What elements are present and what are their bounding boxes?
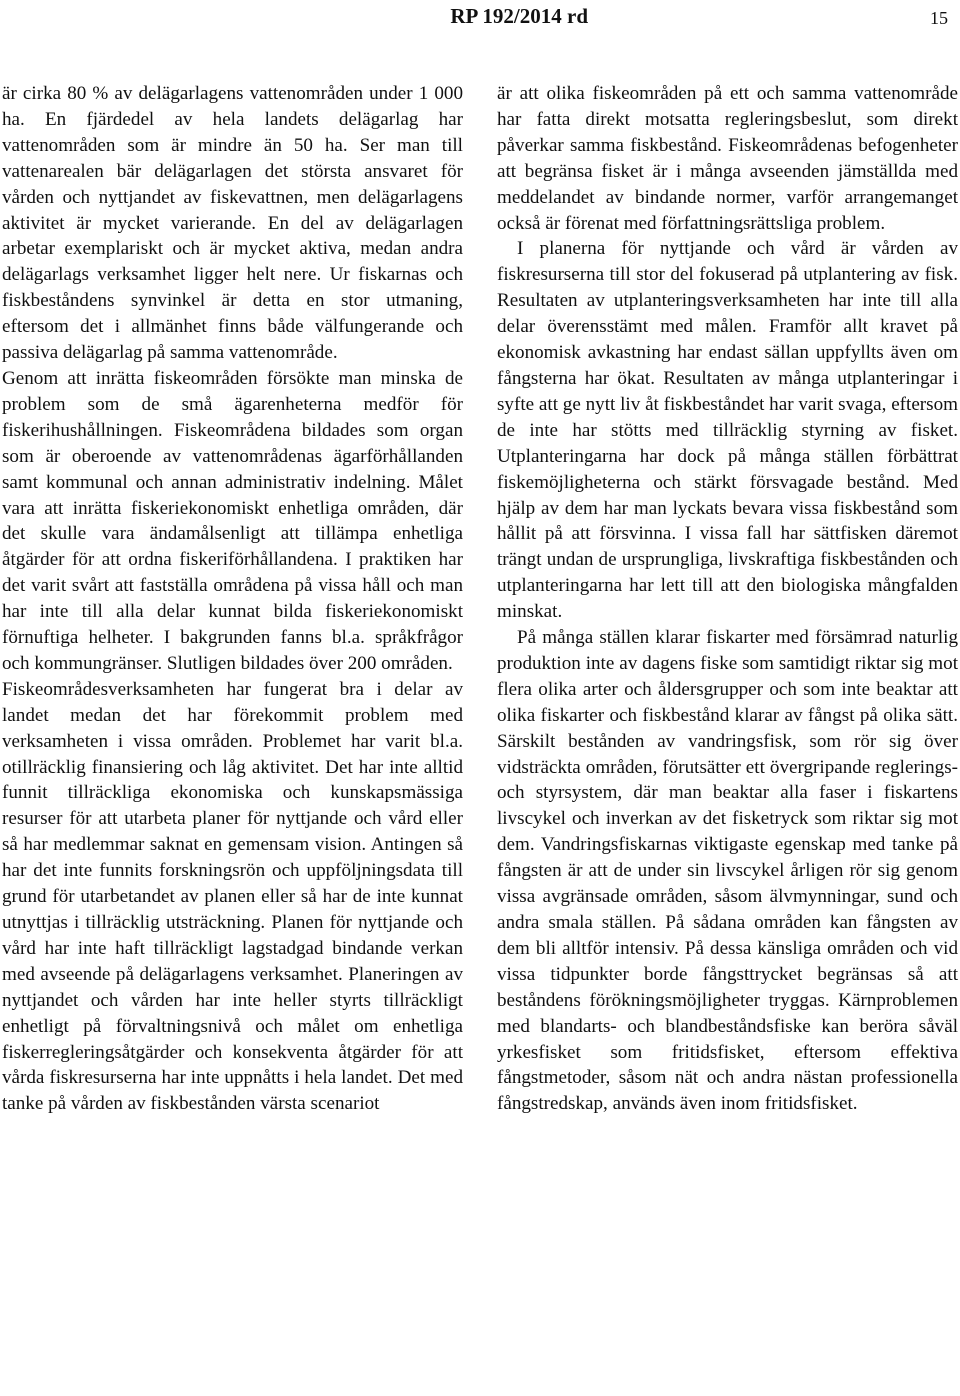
document-reference: RP 192/2014 rd — [450, 4, 588, 28]
page-header — [0, 4, 960, 34]
paragraph: Fiskeområdesverksamheten har fungerat bra i delar av landet medan det har förekommit problem med verksamheten i vissa områden. Problemet har varit bl.a. otillräcklig finansiering och låg aktivitet. Det har inte alltid funnit tillräckliga ekonomiska och kunskapsmässiga resurser för att utarbeta planer för nyttjande och vård eller så har medlemmar saknat en gemensam vision. Antingen så har det inte funnits forskningsrön och uppföljningsdata till grund för utarbetandet av planen eller så har de inte kunnat utnyttjas i tillräcklig utsträckning. Planen för nyttjande och vård har inte haft tillräckligt lagstadgad bindande verkan med avseende på delägarlagens verksamhet. Planeringen av nyttjandet och vården har inte heller styrts tillräckligt enhetligt på förvaltningsnivå och målet om enhetliga fiskerregleringsåtgärder och konsekventa åtgärder för att vårda fiskresurserna har inte uppnåtts i hela landet. Det med tanke på vården av fiskbestånden värsta scenariot — [2, 678, 463, 1115]
paragraph: är cirka 80 % av delägarlagens vattenområden under 1 000 ha. En fjärdedel av hela landets delägarlag har vattenområden som är mindre än 50 ha. Ser man till vattenarealen bär delägarlagen det största ansvaret för vården och nyttjandet av fiskevattnen, men delägarlagens aktivitet är mycket varierande. En del av delägarlagen arbetar exemplariskt och är mycket aktiva, medan andra delägarlags verksamhet ligger helt nere. Ur fiskarnas och fiskbeståndens synvinkel är detta en stor utmaning, eftersom det i allmänhet finns både välfungerande och passiva delägarlag på samma vattenområde. — [2, 83, 463, 364]
paragraph: På många ställen klarar fiskarter med försämrad naturlig produktion inte av dagens fiske som samtidigt riktar sig mot flera olika arter och åldersgrupper och som inte beaktar att olika fiskarter och fiskbestånd klarar av fångst på olika sätt. Särskilt bestånden av vandringsfisk, som rör sig över vidsträckta områden, förutsätter ett övergripande reglerings- och styrsystem, där man beaktar alla faser i fiskartens livscykel och inverkan av det fisketryck som riktar sig mot dem. Vandringsfiskarnas viktigaste egenskap med tanke på fångsten är att de under sin livscykel årligen rör sig genom vissa avgränsade områden, såsom älvmynningar, sund och andra smala ställen. På sådana områden kan fångsten av dem bli alltför intensiv. På dessa känsliga områden och vid vissa tidpunkter borde fångsttrycket begränsas så att beståndens förökningsmöjligheter tryggas. Kärnproblemen med blandarts- och blandbeståndsfiske kan beröra såväl yrkesfisket som fritidsfisket, eftersom effektiva fångstmetoder, såsom nät och andra nästan professionella fångstredskap, används även inom fritidsfisket. — [497, 627, 958, 1115]
right-column — [497, 81, 958, 1117]
paragraph: I planerna för nyttjande och vård är vården av fiskresurserna till stor del fokuserad på utplantering av fisk. Resultaten av utplanteringsverksamheten har inte till alla delar överensstämt med målen. Framför allt kravet på ekonomisk avkastning har endast sällan uppfyllts även om fångsterna har ökat. Resultaten av många utplanteringar i syfte att ge nytt liv åt fiskbeståndet har varit svaga, eftersom de inte har stötts med tillräcklig styrning av fisket. Utplanteringarna har dock på många ställen förbättrat fiskemöjligheterna och stärkt försvagade bestånd. Med hjälp av dem har man lyckats bevara vissa fiskbestånd som hållit på att försvinna. I vissa fall har sättfisken däremot trängt undan de ursprungliga, livskraftiga fiskbestånden och utplanteringarna har lett till att den biologiska mångfalden minskat. — [497, 238, 958, 623]
paragraph: är att olika fiskeområden på ett och samma vattenområde har fatta direkt motsatta regleringsbeslut, som direkt påverkar samma fiskbestånd. Fiskeområdenas befogenheter att begränsa fisket är i många avseenden jämställda med meddelandet av bindande normer, varför arrangemanget också är förenat med författningsrättsliga problem. — [497, 83, 958, 234]
page-number: 15 — [930, 8, 948, 28]
left-column — [2, 81, 463, 1117]
paragraph: Genom att inrätta fiskeområden försökte man minska de problem som de små ägarenheterna medför för fiskerihushållningen. Fiskeområdena bildades som organ som är oberoende av vattenområdenas ägarförhållanden samt kommunal och annan administrativ indelning. Målet vara att inrätta fiskeriekonomiskt enhetliga områden, där det skulle vara ändamålsenligt att tillämpa enhetliga åtgärder för att ordna fiskeriförhållandena. I praktiken har det varit svårt att fastställa områdena på vissa håll och man har inte till alla delar kunnat bilda fiskeriekonomiskt förnuftiga helheter. I bakgrunden fanns bl.a. språkfrågor och kommungränser. Slutligen bildades över 200 områden. — [2, 367, 463, 674]
